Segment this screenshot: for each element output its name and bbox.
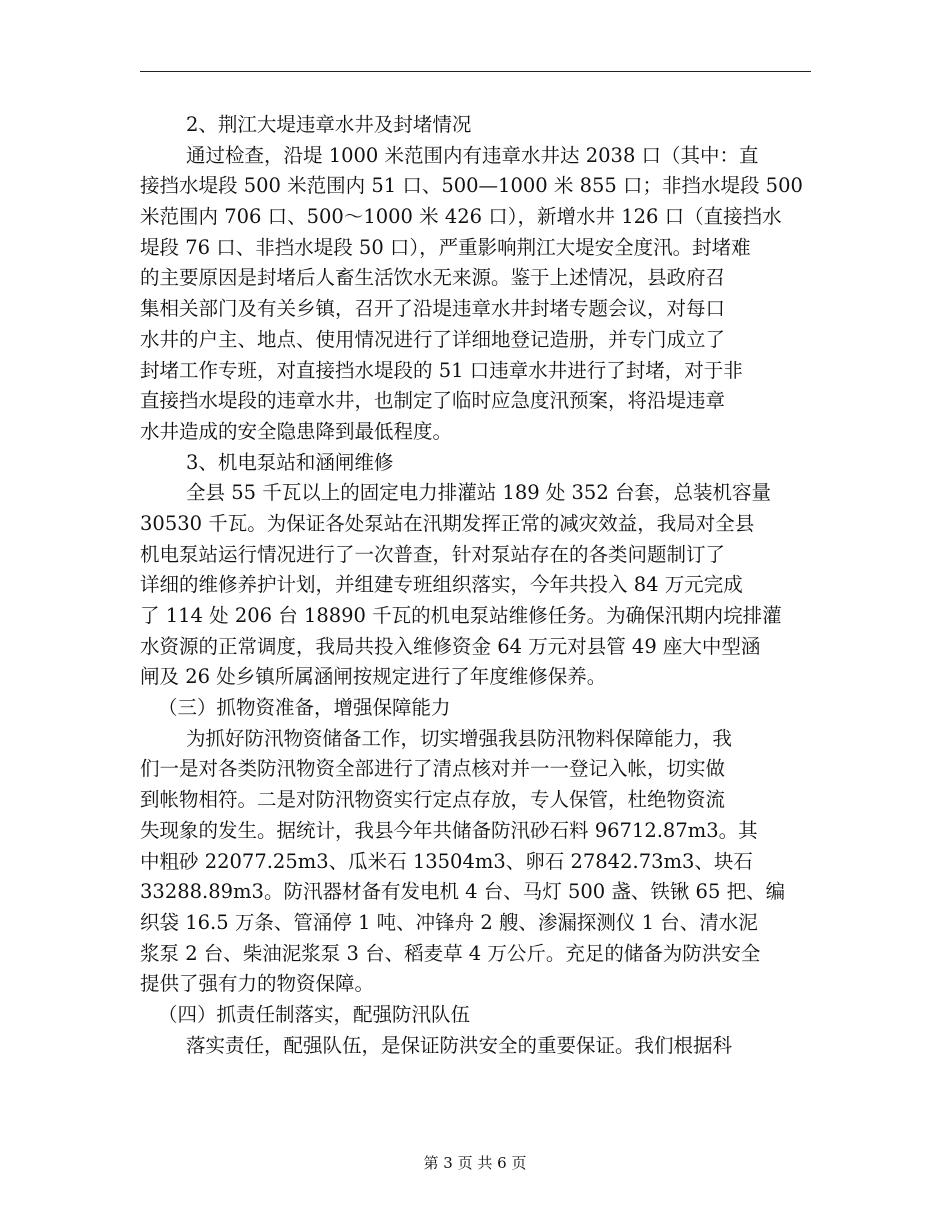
section-heading: （三）抓物资准备，增强保障能力	[158, 696, 451, 720]
paragraph-line: 了 114 处 206 台 18890 千瓦的机电泵站维修任务。为确保汛期内垸排灌	[140, 604, 782, 627]
paragraph-line: 们一是对各类防汛物资全部进行了清点核对并一一登记入帐，切实做	[140, 757, 726, 781]
paragraph-line: 通过检查，沿堤 1000 米范围内有违章水井达 2038 口（其中：直	[186, 143, 759, 167]
paragraph-line: 水资源的正常调度，我局共投入维修资金 64 万元对县管 49 座大中型涵	[140, 634, 761, 658]
paragraph-line: 失现象的发生。据统计，我县今年共储备防汛砂石料 96712.87m3。其	[140, 818, 758, 842]
paragraph-line: 米范围内 706 口、500～1000 米 426 口），新增水井 126 口（直接挡水	[140, 205, 782, 229]
header-rule	[140, 71, 811, 72]
paragraph-line: 接挡水堤段 500 米范围内 51 口、500—1000 米 855 口；非挡水堤段 500	[140, 174, 803, 198]
paragraph-line: 到帐物相符。二是对防汛物资实行定点存放，专人保管，杜绝物资流	[140, 788, 726, 812]
paragraph-line: 水井的户主、地点、使用情况进行了详细地登记造册，并专门成立了	[140, 327, 726, 351]
paragraph-line: 封堵工作专班，对直接挡水堤段的 51 口违章水井进行了封堵，对于非	[140, 358, 743, 382]
paragraph-line: 30530 千瓦。为保证各处泵站在汛期发挥正常的减灾效益，我局对全县	[140, 511, 755, 535]
paragraph-line: 全县 55 千瓦以上的固定电力排灌站 189 处 352 台套，总装机容量	[186, 481, 771, 505]
paragraph-line: 闸及 26 处乡镇所属涵闸按规定进行了年度维修保养。	[140, 665, 607, 689]
paragraph-line: 堤段 76 口、非挡水堤段 50 口），严重影响荆江大堤安全度汛。封堵难	[140, 235, 751, 259]
paragraph-line: 水井造成的安全隐患降到最低程度。	[140, 419, 453, 443]
paragraph-line: 直接挡水堤段的违章水井，也制定了临时应急度汛预案，将沿堤违章	[140, 389, 726, 413]
paragraph-line: 机电泵站运行情况进行了一次普查，针对泵站存在的各类问题制订了	[140, 542, 726, 566]
section-heading: （四）抓责任制落实，配强防汛队伍	[158, 1002, 471, 1026]
paragraph-line: 33288.89m3。防汛器材备有发电机 4 台、马灯 500 盏、铁锹 65 把、编	[140, 880, 786, 904]
subsection-heading: 2、荆江大堤违章水井及封堵情况	[186, 113, 472, 136]
paragraph-line: 为抓好防汛物资储备工作，切实增强我县防汛物料保障能力，我	[186, 726, 733, 750]
paragraph-line: 提供了强有力的物资保障。	[140, 972, 375, 996]
paragraph-line: 详细的维修养护计划，并组建专班组织落实，今年共投入 84 万元完成	[140, 573, 743, 597]
paragraph-line: 织袋 16.5 万条、管涌停 1 吨、冲锋舟 2 艘、渗漏探测仪 1 台、清水泥	[140, 910, 758, 934]
paragraph-line: 浆泵 2 台、柴油泥浆泵 3 台、稻麦草 4 万公斤。充足的储备为防洪安全	[140, 941, 761, 965]
page-footer: 第 3 页 共 6 页	[423, 1154, 527, 1172]
paragraph-line: 的主要原因是封堵后人畜生活饮水无来源。鉴于上述情况，县政府召	[140, 266, 726, 290]
paragraph-line: 中粗砂 22077.25m3、瓜米石 13504m3、卵石 27842.73m3、块石	[140, 849, 753, 873]
document-body	[140, 110, 811, 1061]
paragraph-line: 集相关部门及有关乡镇，召开了沿堤违章水井封堵专题会议，对每口	[140, 297, 726, 321]
paragraph-line: 落实责任，配强队伍，是保证防洪安全的重要保证。我们根据科	[186, 1033, 733, 1057]
subsection-heading: 3、机电泵站和涵闸维修	[186, 450, 394, 474]
